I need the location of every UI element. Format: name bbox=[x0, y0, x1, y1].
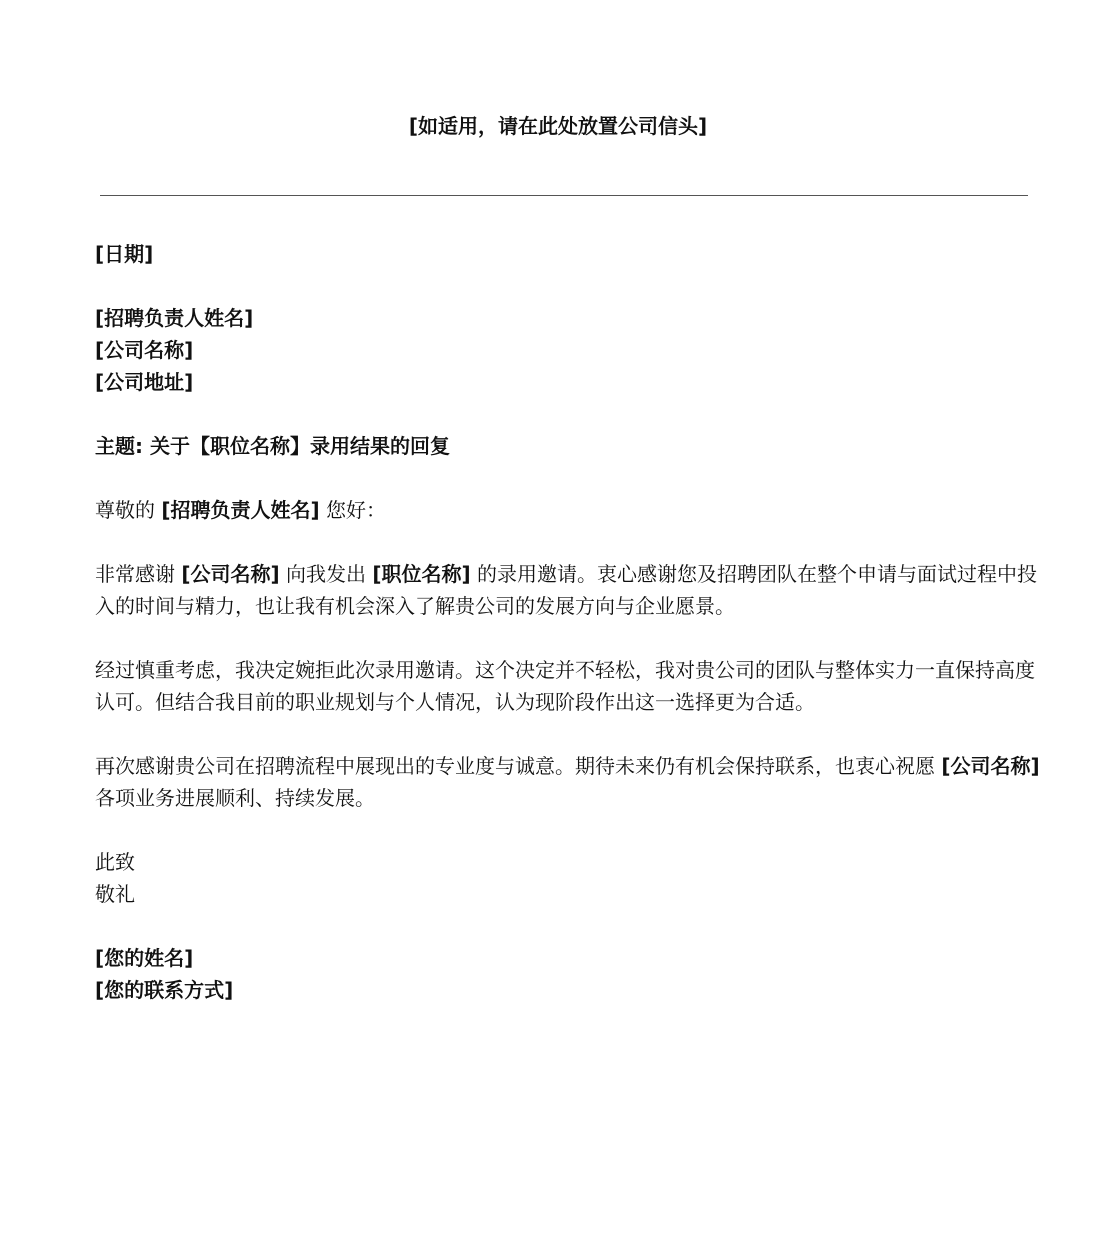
paragraph-thanks bbox=[95, 558, 1040, 622]
paragraph-wishes-text-2: 各项业务进展顺利、持续发展。 bbox=[95, 786, 375, 810]
closing-line-2: 敬礼 bbox=[95, 882, 135, 906]
closing-block bbox=[95, 846, 1040, 910]
salutation-prefix: 尊敬的 bbox=[95, 498, 162, 522]
paragraph-thanks-company: [公司名称] bbox=[181, 562, 280, 586]
paragraph-wishes-text-1: 再次感谢贵公司在招聘流程中展现出的专业度与诚意。期待未来仍有机会保持联系，也衷心祝愿 bbox=[95, 754, 942, 778]
subject-block bbox=[95, 430, 1040, 462]
signature-name: [您的姓名] bbox=[95, 946, 194, 970]
recipient-block bbox=[95, 302, 1040, 398]
date-field: [日期] bbox=[95, 242, 154, 266]
signature-contact: [您的联系方式] bbox=[95, 978, 234, 1002]
subject-line: 主题: 关于【职位名称】录用结果的回复 bbox=[95, 434, 450, 458]
salutation bbox=[95, 494, 1040, 526]
paragraph-wishes-company: [公司名称] bbox=[941, 754, 1040, 778]
date-block bbox=[95, 238, 1040, 270]
header-divider bbox=[100, 195, 1028, 196]
salutation-suffix: 您好： bbox=[319, 498, 386, 522]
salutation-name: [招聘负责人姓名] bbox=[161, 498, 320, 522]
paragraph-thanks-text-2: 向我发出 bbox=[279, 562, 373, 586]
closing-line-1: 此致 bbox=[95, 850, 135, 874]
paragraph-closing-wishes bbox=[95, 750, 1040, 814]
signature-block bbox=[95, 942, 1040, 1006]
paragraph-thanks-text-1: 非常感谢 bbox=[95, 562, 182, 586]
paragraph-decline: 经过慎重考虑，我决定婉拒此次录用邀请。这个决定并不轻松，我对贵公司的团队与整体实力一直保持高度认可。但结合我目前的职业规划与个人情况，认为现阶段作出这一选择更为合适。 bbox=[95, 658, 1035, 714]
letter-body bbox=[95, 238, 1040, 1038]
recipient-address: [公司地址] bbox=[95, 370, 194, 394]
paragraph-thanks-text-3: 的录用邀请。衷心感谢您及招聘团队在整个申请与面试过程中投入的时间与精力，也让我有机会深入了解贵公司的发展方向与企业愿景。 bbox=[95, 562, 1037, 618]
paragraph-thanks-position: [职位名称] bbox=[372, 562, 471, 586]
letterhead-placeholder: [如适用，请在此处放置公司信头] bbox=[408, 114, 708, 138]
recipient-company: [公司名称] bbox=[95, 338, 194, 362]
recipient-name: [招聘负责人姓名] bbox=[95, 306, 254, 330]
